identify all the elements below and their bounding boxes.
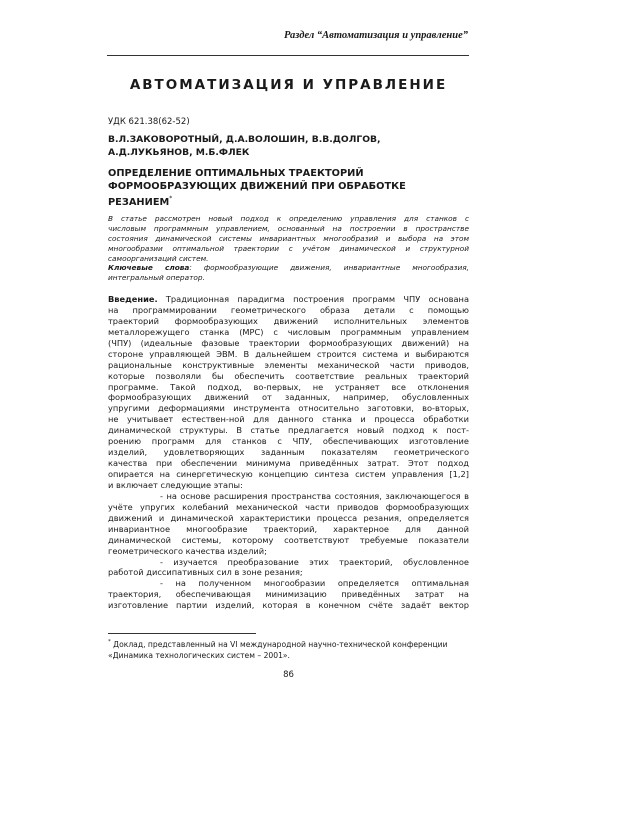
body-line: работой диссипативных сил в зоне резания; — [108, 567, 303, 578]
body-line: упругими деформациями инструмента относительно заготовки, во-вторых, — [108, 403, 469, 414]
keywords-line — [108, 263, 469, 273]
body-line: которые позволяли бы обеспечить соответствие реальных траекторий — [108, 370, 469, 381]
body-line: роению программ для станков с ЧПУ, обеспечивающих изготовление — [108, 436, 469, 447]
abstract-line: многообразии оптимальной траектории с учётом динамической и структурной — [108, 243, 469, 253]
authors-line: А.Д.ЛУКЬЯНОВ, М.Б.ФЛЕК — [108, 146, 250, 158]
body-line: стороне управляющей ЭВМ. В дальнейшем строится система и выбираются — [108, 348, 469, 359]
body-line: программе. Такой подход, во-первых, не устраняет все отклонения — [108, 381, 469, 392]
footnote-text: Доклад, представленный на VI международной научно-технической конференции — [110, 640, 448, 649]
footnote-rule — [108, 633, 256, 634]
udc-code: УДК 621.38(62-52) — [108, 117, 190, 127]
list-item-first-line: - на основе расширения пространства состояния, заключающегося в — [160, 490, 469, 501]
page-number: 86 — [283, 670, 294, 680]
footnote-mark: * — [108, 639, 111, 645]
body-line: (ЧПУ) (идеальные фазовые траектории формообразующих движений) на — [108, 337, 469, 348]
abstract-line: самоорганизаций систем. — [108, 253, 209, 263]
body-line: опирается на синергетическую концепцию синтеза систем управления [1,2] — [108, 469, 469, 479]
body-line: металлорежущего станка (МРС) с числовым программным управлением — [108, 326, 469, 337]
intro-heading: Введение. — [108, 294, 158, 304]
body-line: не учитывает естествен-ной для данного станка и процесса обработки — [108, 414, 469, 425]
footnote — [108, 637, 469, 661]
body-line: на программировании геометрического образа детали с помощью — [108, 304, 469, 315]
body-line: формообразующих движений от заданных, например, обусловленных — [108, 392, 469, 403]
footnote-mark: * — [169, 195, 173, 202]
body-line-text: Традиционная парадигма построения программ ЧПУ основана — [157, 294, 469, 304]
header-rule — [107, 55, 469, 56]
body-text — [108, 294, 469, 611]
abstract-line: состояния динамической системы инвариантных многообразий и выбора на этом — [108, 233, 469, 243]
title-line-text: РЕЗАНИЕМ — [108, 197, 170, 208]
footnote-line — [108, 637, 469, 650]
abstract — [108, 214, 469, 283]
body-line: траекторий формообразующих движений исполнительных элементов — [108, 315, 469, 326]
keywords-label: Ключевые слова — [108, 263, 190, 273]
abstract-line: числовым программным управлением, основанный на построении в пространстве — [108, 223, 469, 233]
body-line: инвариантное многообразие траекторий, характерное для данной — [108, 523, 469, 534]
body-line: траектория, обеспечивающая минимизацию приведённых затрат на — [108, 589, 469, 600]
keywords-text: : формообразующие движения, инвариантные многообразия, — [189, 263, 470, 273]
body-line: рациональные конструктивные элементы механической части приводов, — [108, 359, 469, 370]
body-line: качества при обеспечении минимума приведённых затрат. Этот подход — [108, 458, 469, 469]
title-line — [108, 193, 469, 210]
body-line: геометрического качества изделий; — [108, 545, 267, 556]
section-title: АВТОМАТИЗАЦИЯ И УПРАВЛЕНИЕ — [129, 77, 448, 93]
body-line: учёте упругих колебаний механической части приводов формообразующих — [108, 501, 469, 512]
keywords-line: интегральный оператор. — [108, 273, 205, 283]
authors — [108, 134, 469, 159]
running-header: Раздел “Автоматизация и управление” — [284, 30, 468, 41]
body-line: и включает следующие этапы: — [108, 479, 243, 490]
authors-line: В.Л.ЗАКОВОРОТНЫЙ, Д.А.ВОЛОШИН, В.В.ДОЛГОВ, — [108, 134, 381, 145]
list-item-first-line: - на полученном многообразии определяется оптимальная — [160, 578, 469, 589]
body-line: изготовление партии изделий, которая в конечном счёте задаёт вектор — [108, 600, 469, 611]
body-line: изделий, удовлетворяющих заданным показателям геометрического — [108, 447, 469, 458]
body-line: движений и динамической характеристики процесса резания, определяется — [108, 512, 469, 523]
body-line: динамической системы, которому соответствуют требуемые показатели — [108, 534, 469, 545]
body-line — [108, 294, 469, 305]
list-item-first-line: - изучается преобразование этих траекторий, обусловленное — [160, 556, 469, 567]
body-line: динамической структуры. В статье предлагается новый подход к пост- — [108, 425, 469, 436]
title-line: ОПРЕДЕЛЕНИЕ ОПТИМАЛЬНЫХ ТРАЕКТОРИЙ — [108, 168, 364, 179]
article-title — [108, 168, 469, 210]
footnote-line: «Динамика технологических систем – 2001». — [108, 651, 290, 660]
title-line: ФОРМООБРАЗУЮЩИХ ДВИЖЕНИЙ ПРИ ОБРАБОТКЕ — [108, 180, 406, 192]
abstract-line: В статье рассмотрен новый подход к определению управления для станков с — [108, 214, 469, 223]
